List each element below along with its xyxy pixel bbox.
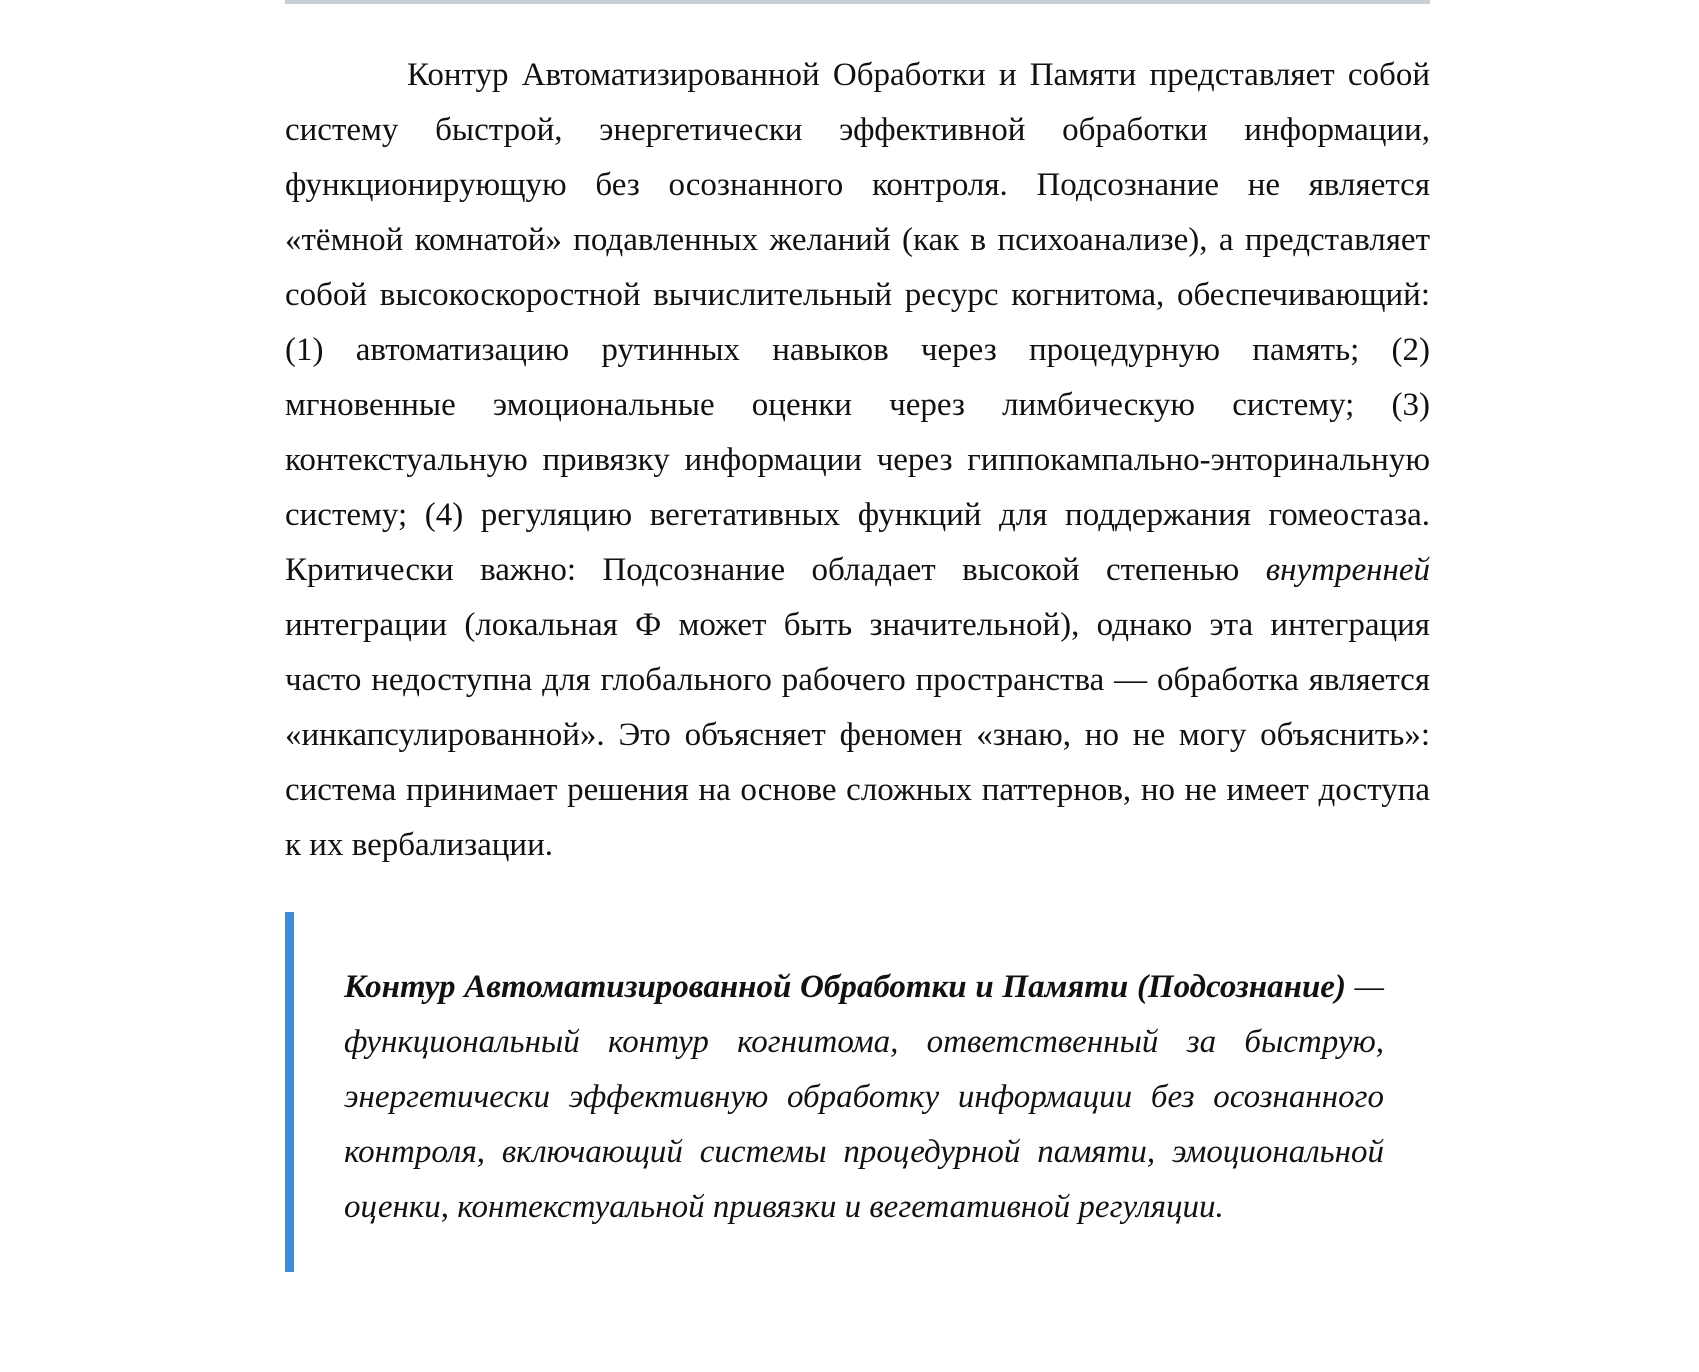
paragraph-text-part2: интеграции (локальная Ф может быть значительной), однако эта интеграция часто недоступна для глобального рабочего пространства — обработка является «инкапсулированной». Это объясняет феномен «знаю, но не могу объяснить»: система принимает решения на основе сложных паттернов, но не имеет доступа к их вербализации. — [285, 607, 1430, 863]
definition-term: Контур Автоматизированной Обработки и Памяти (Подсознание) — [344, 969, 1346, 1005]
definition-text — [344, 960, 1384, 1235]
definition-body: — функциональный контур когнитома, ответственный за быструю, энергетически эффективную обработку информации без осознанного контроля, включающий системы процедурной памяти, эмоциональной оценки, контекстуальной привязки и вегетативной регуляции. — [344, 969, 1385, 1225]
definition-callout — [285, 912, 1430, 1272]
paragraph-text-part1: Контур Автоматизированной Обработки и Памяти представляет собой систему быстрой, энергетически эффективной обработки информации, функционирующую без осознанного контроля. Подсознание не является «тёмной комнатой» подавленных желаний (как в психоанализе), а представляет собой высокоскоростной вычислительный ресурс когнитома, обеспечивающий: (1) автоматизацию рутинных навыков через процедурную память; (2) мгновенные эмоциональные оценки через лимбическую систему; (3) контекстуальную привязку информации через гиппокампально-энторинальную систему; (4) регуляцию вегетативных функций для поддержания гомеостаза. Критически важно: Подсознание обладает высокой степенью — [285, 57, 1430, 588]
paragraph-emphasis: внутренней — [1265, 552, 1430, 588]
top-divider — [285, 0, 1430, 4]
document-page — [285, 0, 1430, 1225]
body-paragraph — [285, 48, 1430, 873]
